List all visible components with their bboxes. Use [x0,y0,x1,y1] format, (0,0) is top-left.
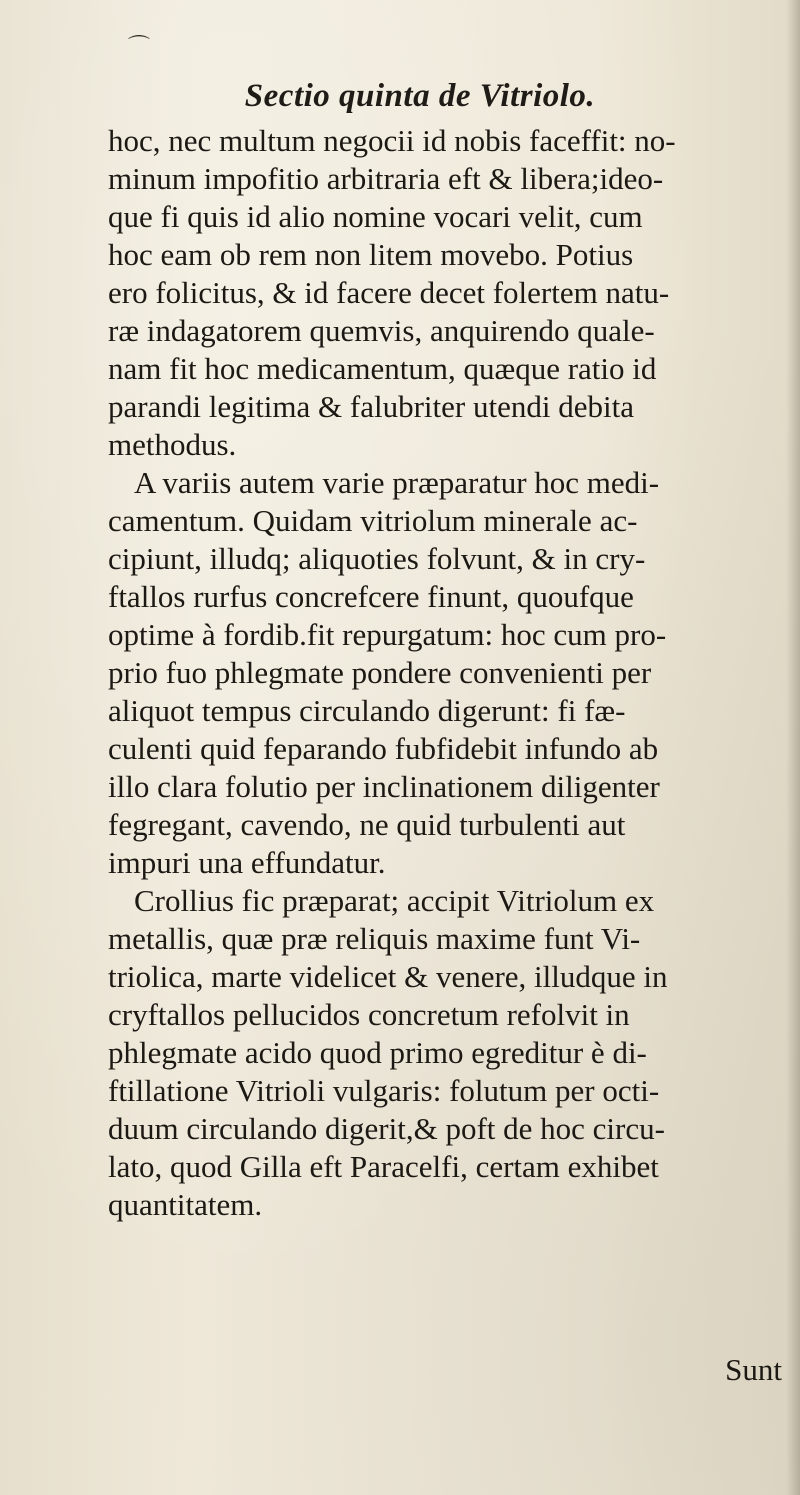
text-line: que fi quis id alio nomine vocari velit, cum [108,199,643,234]
text-line: camentum. Quidam vitriolum minerale ac- [108,503,638,538]
text-line: impuri una effundatur. [108,845,386,880]
page-gutter-shadow [786,0,800,1495]
text-line: Crollius fic præparat; accipit Vitriolum ex [134,883,655,918]
body-text [108,122,788,1224]
text-line: cipiunt, illudq; aliquoties folvunt, & in cry- [108,541,646,576]
text-line: cryftallos pellucidos concretum refolvit in [108,997,630,1032]
text-line: minum impofitio arbitraria eft & libera;ideo- [108,161,664,196]
text-line: hoc, nec multum negocii id nobis faceffit: no- [108,123,676,158]
text-line: illo clara folutio per inclinationem diligenter [108,769,660,804]
text-line: ftillatione Vitrioli vulgaris: folutum per octi- [108,1073,660,1108]
text-line: triolica, marte videlicet & venere, illudque in [108,959,668,994]
text-line: prio fuo phlegmate pondere convenienti per [108,655,652,690]
text-line: ræ indagatorem quemvis, anquirendo quale- [108,313,655,348]
text-line: phlegmate acido quod primo egreditur è di- [108,1035,647,1070]
text-line: quantitatem. [108,1187,263,1222]
text-line: culenti quid feparando fubfidebit infundo ab [108,731,659,766]
catchword: Sunt [725,1352,782,1387]
text-line: metallis, quæ præ reliquis maxime funt Vi- [108,921,641,956]
text-line: hoc eam ob rem non litem movebo. Potius [108,237,634,272]
text-line: methodus. [108,427,237,462]
text-line: nam fit hoc medicamentum, quæque ratio id [108,351,657,386]
text-line: fegregant, cavendo, ne quid turbulenti aut [108,807,626,842]
text-line: ero folicitus, & id facere decet folertem natu- [108,275,670,310]
text-line: optime à fordib.fit repurgatum: hoc cum pro- [108,617,667,652]
top-mark: ⌒ [128,34,151,59]
text-line: lato, quod Gilla eft Paracelfi, certam exhibet [108,1149,659,1184]
text-line: ftallos rurfus concrefcere finunt, quoufque [108,579,634,614]
text-line: parandi legitima & falubriter utendi debita [108,389,634,424]
text-line: A variis autem varie præparatur hoc medi- [134,465,660,500]
running-head: Sectio quinta de Vitriolo. [244,78,596,114]
text-line: aliquot tempus circulando digerunt: fi fæ- [108,693,626,728]
text-line: duum circulando digerit,& poft de hoc circu- [108,1111,665,1146]
